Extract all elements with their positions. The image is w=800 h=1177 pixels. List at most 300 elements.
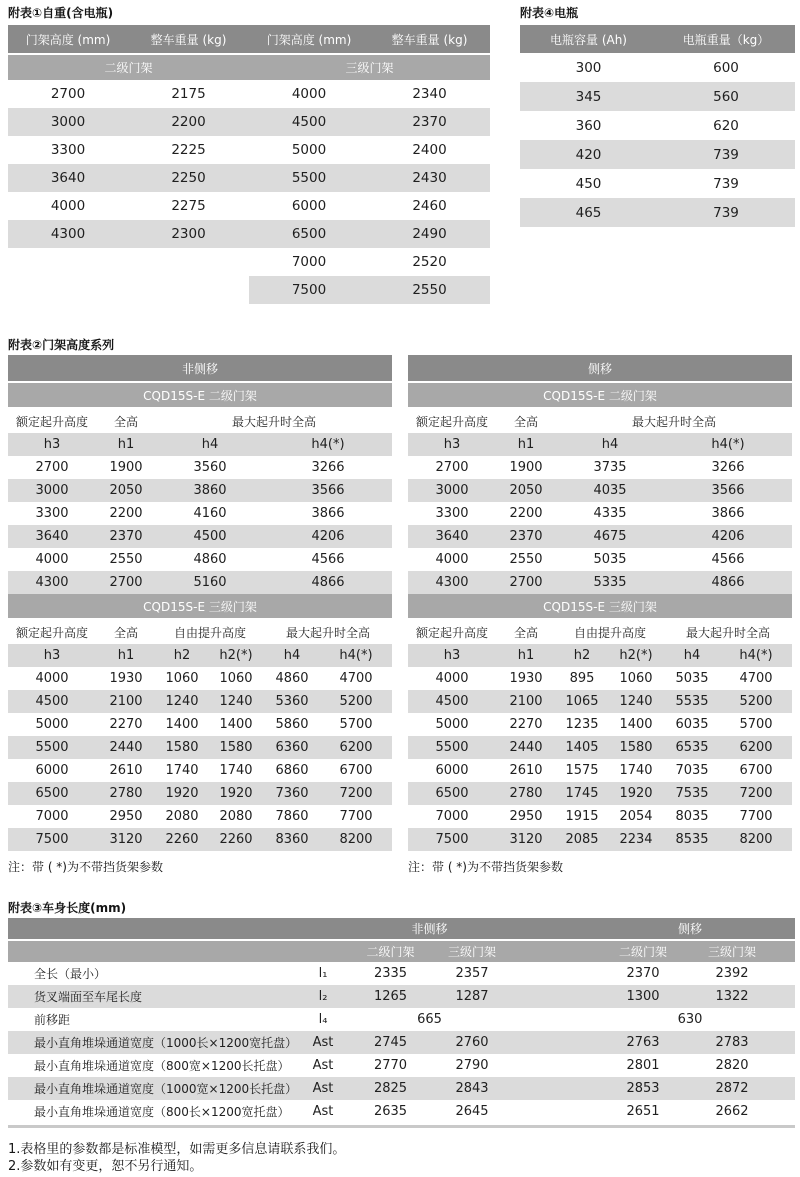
group-header-cell: 侧移: [677, 922, 702, 936]
table-cell: 5000: [291, 142, 327, 158]
table-cell: 7535: [675, 786, 709, 801]
table-cell: 345: [575, 88, 602, 105]
table-cell: 3300: [50, 142, 86, 158]
table-cell-empty: [511, 1100, 601, 1123]
table-cell: 1060: [165, 671, 199, 686]
table-cell: 2790: [455, 1058, 489, 1073]
table-cell-empty: [511, 1077, 601, 1100]
table-cell: 2370: [412, 114, 447, 130]
table-cell: 1240: [165, 694, 199, 709]
table-cell: 739: [713, 175, 739, 192]
table-cell: 7700: [339, 809, 373, 824]
table-cell: 2460: [412, 198, 447, 214]
table-cell: 2370: [626, 966, 660, 981]
table-cell: 3120: [509, 832, 543, 847]
table-cell: 6000: [435, 763, 469, 778]
table-cell: 2275: [171, 198, 206, 214]
table-cell: 2400: [412, 142, 447, 158]
table-cell: 6500: [291, 226, 327, 242]
table-cell: 4566: [711, 552, 745, 567]
table-cell: 最小直角堆垛通道宽度（800宽×1200长托盘）: [34, 1059, 290, 1073]
band-label: CQD15S-E 二级门架: [143, 388, 257, 403]
body-table-rows-bottom: [8, 1031, 795, 1123]
table-cell: 2100: [509, 694, 543, 709]
header-cell: 自由提升高度: [173, 625, 246, 640]
table-cell: 5500: [35, 740, 69, 755]
table-cell: 1930: [109, 671, 143, 686]
table-row: [8, 548, 392, 571]
table-cell: 2175: [171, 86, 206, 102]
group-header-cell: 二级门架: [104, 61, 153, 75]
table-cell: 1575: [565, 763, 599, 778]
table-row: [8, 220, 490, 248]
mast-band-row: [8, 355, 392, 381]
group-header-cell: 非侧移: [411, 922, 448, 936]
table-row: [8, 571, 392, 594]
table-row: [520, 140, 795, 169]
mast-section-title: 附表②门架高度系列: [8, 338, 115, 352]
table-cell: 1265: [373, 989, 408, 1004]
weight-table-header-row: [8, 25, 490, 53]
table-cell: 2335: [373, 966, 408, 981]
table-cell: 2853: [626, 1081, 660, 1096]
table-row: [8, 667, 392, 690]
table-cell: 2370: [509, 529, 543, 544]
table-cell: 5500: [291, 170, 327, 186]
table-cell: 1300: [626, 989, 660, 1004]
table-cell: 1920: [165, 786, 199, 801]
symbol-header-row: [408, 433, 792, 456]
table-row: [8, 108, 490, 136]
table-cell: 5700: [739, 717, 773, 732]
table-row: [8, 502, 392, 525]
table-cell: 6000: [35, 763, 69, 778]
table-cell: 2370: [109, 529, 143, 544]
table-cell: 2950: [509, 809, 543, 824]
table-cell: 2200: [109, 506, 143, 521]
table-cell: 1405: [565, 740, 599, 755]
symbol-header-row: [8, 433, 392, 456]
table-row: [8, 805, 392, 828]
table-cell: 3000: [435, 483, 469, 498]
table-cell: 3566: [311, 483, 345, 498]
table-row: [8, 782, 392, 805]
table-cell: 7500: [435, 832, 469, 847]
symbol-cell: h2: [173, 648, 191, 663]
table-cell: 8360: [275, 832, 309, 847]
table-row: [520, 111, 795, 140]
symbol-cell: h2: [573, 648, 591, 663]
table-cell: 8535: [675, 832, 709, 847]
symbol-cell: h1: [517, 437, 535, 452]
table-cell: 3300: [435, 506, 469, 521]
table-cell: 2085: [565, 832, 599, 847]
table-cell: 2050: [509, 483, 543, 498]
table-cell: 2780: [509, 786, 543, 801]
table-cell: 1580: [219, 740, 253, 755]
table-row: [8, 1008, 795, 1031]
table-cell: 4675: [593, 529, 627, 544]
spacer-cell: [779, 918, 795, 939]
table-cell: Ast: [312, 1035, 334, 1050]
table-cell: 2357: [455, 966, 489, 981]
table-cell: 5160: [193, 575, 227, 590]
spacer-cell: [511, 941, 601, 962]
table-cell: 全长（最小）: [34, 967, 107, 981]
table-cell: 1235: [565, 717, 599, 732]
table-row: [8, 248, 490, 276]
table-cell: 2490: [412, 226, 447, 242]
table-cell: 1915: [565, 809, 599, 824]
symbol-cell: h4(*): [311, 437, 345, 452]
table-cell: 895: [569, 671, 595, 686]
header-cell: 全高: [513, 414, 538, 429]
table-cell: Ast: [312, 1081, 334, 1096]
table-row: [8, 1054, 795, 1077]
mast-model-band-row: [408, 594, 792, 618]
symbol-cell: h1: [117, 648, 135, 663]
table-cell: 2520: [412, 254, 447, 270]
table-cell-empty: [779, 1100, 795, 1123]
footer-note-line: 1.表格里的参数都是标准模型，如需更多信息请联系我们。: [8, 1142, 346, 1157]
table-cell: 7035: [675, 763, 709, 778]
table-cell: 4000: [435, 671, 469, 686]
band-label: CQD15S-E 二级门架: [543, 388, 657, 403]
table-cell: 2260: [165, 832, 199, 847]
table-cell: 1900: [109, 460, 143, 475]
table-cell: 2392: [715, 966, 749, 981]
spacer-cell: [779, 941, 795, 962]
battery-table-header-row: [520, 25, 795, 53]
table-cell: 3266: [311, 460, 345, 475]
table-cell: 2745: [373, 1035, 408, 1050]
table-cell: 4300: [35, 575, 69, 590]
table-row: [8, 1031, 795, 1054]
table-row: [408, 713, 792, 736]
column-group-header-row: [8, 409, 392, 433]
spacer-cell: [8, 941, 348, 962]
table-row: [408, 479, 792, 502]
table-cell: 1740: [219, 763, 253, 778]
table-cell: 2843: [455, 1081, 489, 1096]
table-cell: 4566: [311, 552, 345, 567]
table-row: [8, 828, 392, 851]
table-cell: 2550: [109, 552, 143, 567]
symbol-header-row: [408, 644, 792, 667]
table-row: [408, 548, 792, 571]
mast-model-band-row: [8, 383, 392, 407]
table-cell-empty: [779, 1077, 795, 1100]
battery-table: [520, 25, 795, 227]
table-cell: 2080: [219, 809, 253, 824]
table-cell: 货叉端面至车尾长度: [34, 990, 143, 1004]
table-cell: 360: [575, 117, 602, 134]
table-cell: 5035: [675, 671, 709, 686]
symbol-cell: h3: [443, 648, 461, 663]
table-row: [408, 525, 792, 548]
table-row: [8, 759, 392, 782]
table-cell: 7200: [739, 786, 773, 801]
table-cell: 3266: [711, 460, 745, 475]
table-cell: 2645: [455, 1104, 489, 1119]
header-cell: 额定起升高度: [415, 414, 488, 429]
header-cell: 自由提升高度: [573, 625, 646, 640]
table-cell: 3866: [311, 506, 345, 521]
header-cell: 整车重量 (kg): [391, 32, 468, 47]
table-cell: 4000: [291, 86, 327, 102]
table-cell: 1240: [219, 694, 253, 709]
table-row: [520, 53, 795, 82]
table-cell: 5500: [435, 740, 469, 755]
table-row: [8, 985, 795, 1008]
table-row: [8, 479, 392, 502]
table-cell: 4866: [311, 575, 345, 590]
table-row: [408, 667, 792, 690]
table-cell: 4000: [35, 671, 69, 686]
table-cell: 3566: [711, 483, 745, 498]
table-cell: 5000: [35, 717, 69, 732]
column-group-header-row: [408, 409, 792, 433]
table-cell: 739: [713, 204, 739, 221]
table-cell: 8200: [739, 832, 773, 847]
table-cell: 4300: [435, 575, 469, 590]
table-row: [408, 502, 792, 525]
header-cell: 门架高度 (mm): [266, 32, 352, 47]
table-cell: 8035: [675, 809, 709, 824]
table-cell: 2340: [412, 86, 447, 102]
table-cell: 7500: [35, 832, 69, 847]
table-cell: 2783: [715, 1035, 749, 1050]
table-cell: 2440: [509, 740, 543, 755]
table-cell: 2801: [626, 1058, 660, 1073]
table-cell: 4700: [339, 671, 373, 686]
row-label: 前移距: [34, 1013, 71, 1027]
table-cell: 4206: [311, 529, 345, 544]
header-cell: 电瓶容量 (Ah): [550, 32, 627, 47]
table-row: [8, 80, 490, 108]
table-cell: 1060: [619, 671, 653, 686]
mast-table-sideshift: [408, 355, 792, 875]
table-cell: 1287: [455, 989, 489, 1004]
table-cell: 最小直角堆垛通道宽度（800长×1200宽托盘）: [34, 1105, 290, 1119]
table-cell-empty: [511, 1054, 601, 1077]
mast-model-band-row: [8, 594, 392, 618]
footer-note-line: 2.参数如有变更，恕不另行通知。: [8, 1159, 203, 1174]
battery-table-title: 附表④电瓶: [520, 6, 579, 20]
footer-notes: [8, 1141, 345, 1175]
table-row: [408, 736, 792, 759]
table-row: [408, 456, 792, 479]
table-cell: 7860: [275, 809, 309, 824]
table-cell: 3735: [593, 460, 627, 475]
table-cell: 4160: [193, 506, 227, 521]
table-cell-empty: [8, 248, 128, 276]
table-cell: 2270: [109, 717, 143, 732]
table-row: [408, 571, 792, 594]
body-table-header-row: [8, 941, 795, 962]
column-group-header-row: [408, 620, 792, 644]
table-cell: 3640: [35, 529, 69, 544]
table-cell: 2700: [509, 575, 543, 590]
table-cell: 2950: [109, 809, 143, 824]
table-cell-empty: [511, 1031, 601, 1054]
table-cell: 620: [713, 117, 739, 134]
table-cell: 1920: [619, 786, 653, 801]
table-cell: 最小直角堆垛通道宽度（1000宽×1200长托盘）: [34, 1082, 298, 1096]
table-cell: 5200: [739, 694, 773, 709]
table-cell: l₁: [318, 966, 328, 981]
table-cell: 3640: [435, 529, 469, 544]
symbol-cell: h4(*): [711, 437, 745, 452]
table-cell: 4500: [435, 694, 469, 709]
table-cell: 6200: [739, 740, 773, 755]
table-row: [408, 805, 792, 828]
band-label: CQD15S-E 三级门架: [543, 599, 657, 614]
table-cell: 1400: [619, 717, 653, 732]
table-cell: 5700: [339, 717, 373, 732]
table-cell: 1580: [619, 740, 653, 755]
table-cell: 2430: [412, 170, 447, 186]
band-label: 侧移: [587, 361, 612, 376]
table-row: [8, 164, 490, 192]
symbol-cell: h1: [517, 648, 535, 663]
symbol-cell: h4: [601, 437, 619, 452]
table-row: [408, 690, 792, 713]
spacer-cell: [511, 918, 601, 939]
weight-table-title: 附表①自重(含电瓶): [8, 6, 114, 20]
bottom-rule: [8, 1125, 795, 1128]
table-cell: 4860: [193, 552, 227, 567]
table-cell: 6860: [275, 763, 309, 778]
table-row: [520, 169, 795, 198]
table-cell: 7000: [35, 809, 69, 824]
table-cell-empty: [779, 1031, 795, 1054]
table-cell: 1400: [165, 717, 199, 732]
table-cell-empty: [511, 962, 601, 985]
table-cell: 5335: [593, 575, 627, 590]
table-row: [8, 736, 392, 759]
table-cell: 2763: [626, 1035, 660, 1050]
table-cell: 1322: [715, 989, 749, 1004]
table-cell: 3120: [109, 832, 143, 847]
table-cell: 4866: [711, 575, 745, 590]
table-cell: 4500: [291, 114, 327, 130]
table-cell-empty: [779, 1054, 795, 1077]
table-cell: 1920: [219, 786, 253, 801]
table-cell: 2080: [165, 809, 199, 824]
band-label: CQD15S-E 三级门架: [143, 599, 257, 614]
mast-table-nonsideshift: [8, 355, 392, 875]
table-cell: 600: [713, 59, 739, 76]
table-row: [408, 759, 792, 782]
table-cell: 2872: [715, 1081, 749, 1096]
symbol-header-row: [8, 644, 392, 667]
table-cell: 2700: [35, 460, 69, 475]
table-cell: 4000: [50, 198, 86, 214]
table-cell: 1930: [509, 671, 543, 686]
table-cell: 1900: [509, 460, 543, 475]
symbol-cell: l₄: [318, 1012, 328, 1027]
table-cell-empty: [128, 276, 249, 304]
header-cell: 二级门架: [366, 945, 415, 959]
table-cell: 7700: [739, 809, 773, 824]
table-row: [8, 962, 795, 985]
table-cell: 2610: [509, 763, 543, 778]
table-cell: 4300: [50, 226, 86, 242]
table-cell: 450: [575, 175, 602, 192]
table-cell: 2550: [412, 282, 447, 298]
header-cell: 额定起升高度: [415, 625, 488, 640]
table-cell: 1740: [165, 763, 199, 778]
table-cell: 2780: [109, 786, 143, 801]
table-cell: 300: [575, 59, 602, 76]
symbol-cell: h1: [117, 437, 135, 452]
table-cell: 3640: [50, 170, 86, 186]
table-cell: 2270: [509, 717, 543, 732]
table-cell: 6000: [291, 198, 327, 214]
body-table-rows-top: [8, 962, 795, 1008]
table-cell: 2700: [435, 460, 469, 475]
table-cell: 5535: [675, 694, 709, 709]
symbol-cell: h2(*): [219, 648, 253, 663]
table-cell: Ast: [312, 1058, 334, 1073]
table-cell: 2200: [509, 506, 543, 521]
table-row: [8, 525, 392, 548]
table-cell: 7200: [339, 786, 373, 801]
table-cell: 4335: [593, 506, 627, 521]
table-cell: 2635: [373, 1104, 408, 1119]
mast-duplex-body: [8, 456, 392, 594]
table-cell: l₂: [318, 989, 328, 1004]
body-length-table: [8, 918, 795, 1128]
table-cell: 6700: [339, 763, 373, 778]
table-cell: 4000: [35, 552, 69, 567]
table-cell: 560: [713, 88, 739, 105]
table-cell: 5000: [435, 717, 469, 732]
table-row: [8, 192, 490, 220]
symbol-cell: h3: [43, 648, 61, 663]
symbol-cell: h3: [43, 437, 61, 452]
group-header-cell: 三级门架: [345, 61, 394, 75]
table-cell: 6035: [675, 717, 709, 732]
table-cell: 4700: [739, 671, 773, 686]
table-cell: 4500: [35, 694, 69, 709]
mast-duplex-body: [408, 456, 792, 594]
table-cell-empty: [779, 985, 795, 1008]
table-row: [8, 1100, 795, 1123]
table-row: [8, 1077, 795, 1100]
table-cell: 2054: [619, 809, 653, 824]
table-cell: 1580: [165, 740, 199, 755]
header-cell: 电瓶重量（kg）: [682, 32, 770, 47]
header-cell: 二级门架: [618, 945, 667, 959]
mast-band-row: [408, 355, 792, 381]
header-cell: 最大起升时全高: [685, 625, 770, 640]
table-cell: 4500: [193, 529, 227, 544]
table-cell: 5360: [275, 694, 309, 709]
symbol-cell: h4: [683, 648, 701, 663]
table-cell: Ast: [312, 1104, 334, 1119]
table-cell: 739: [713, 146, 739, 163]
header-cell: 全高: [113, 414, 138, 429]
mast-model-band-row: [408, 383, 792, 407]
table-cell: 630: [677, 1012, 703, 1027]
table-cell: 6700: [739, 763, 773, 778]
table-cell: 8200: [339, 832, 373, 847]
table-cell: 6500: [435, 786, 469, 801]
spacer-cell: [779, 1008, 795, 1031]
table-cell: 3000: [35, 483, 69, 498]
